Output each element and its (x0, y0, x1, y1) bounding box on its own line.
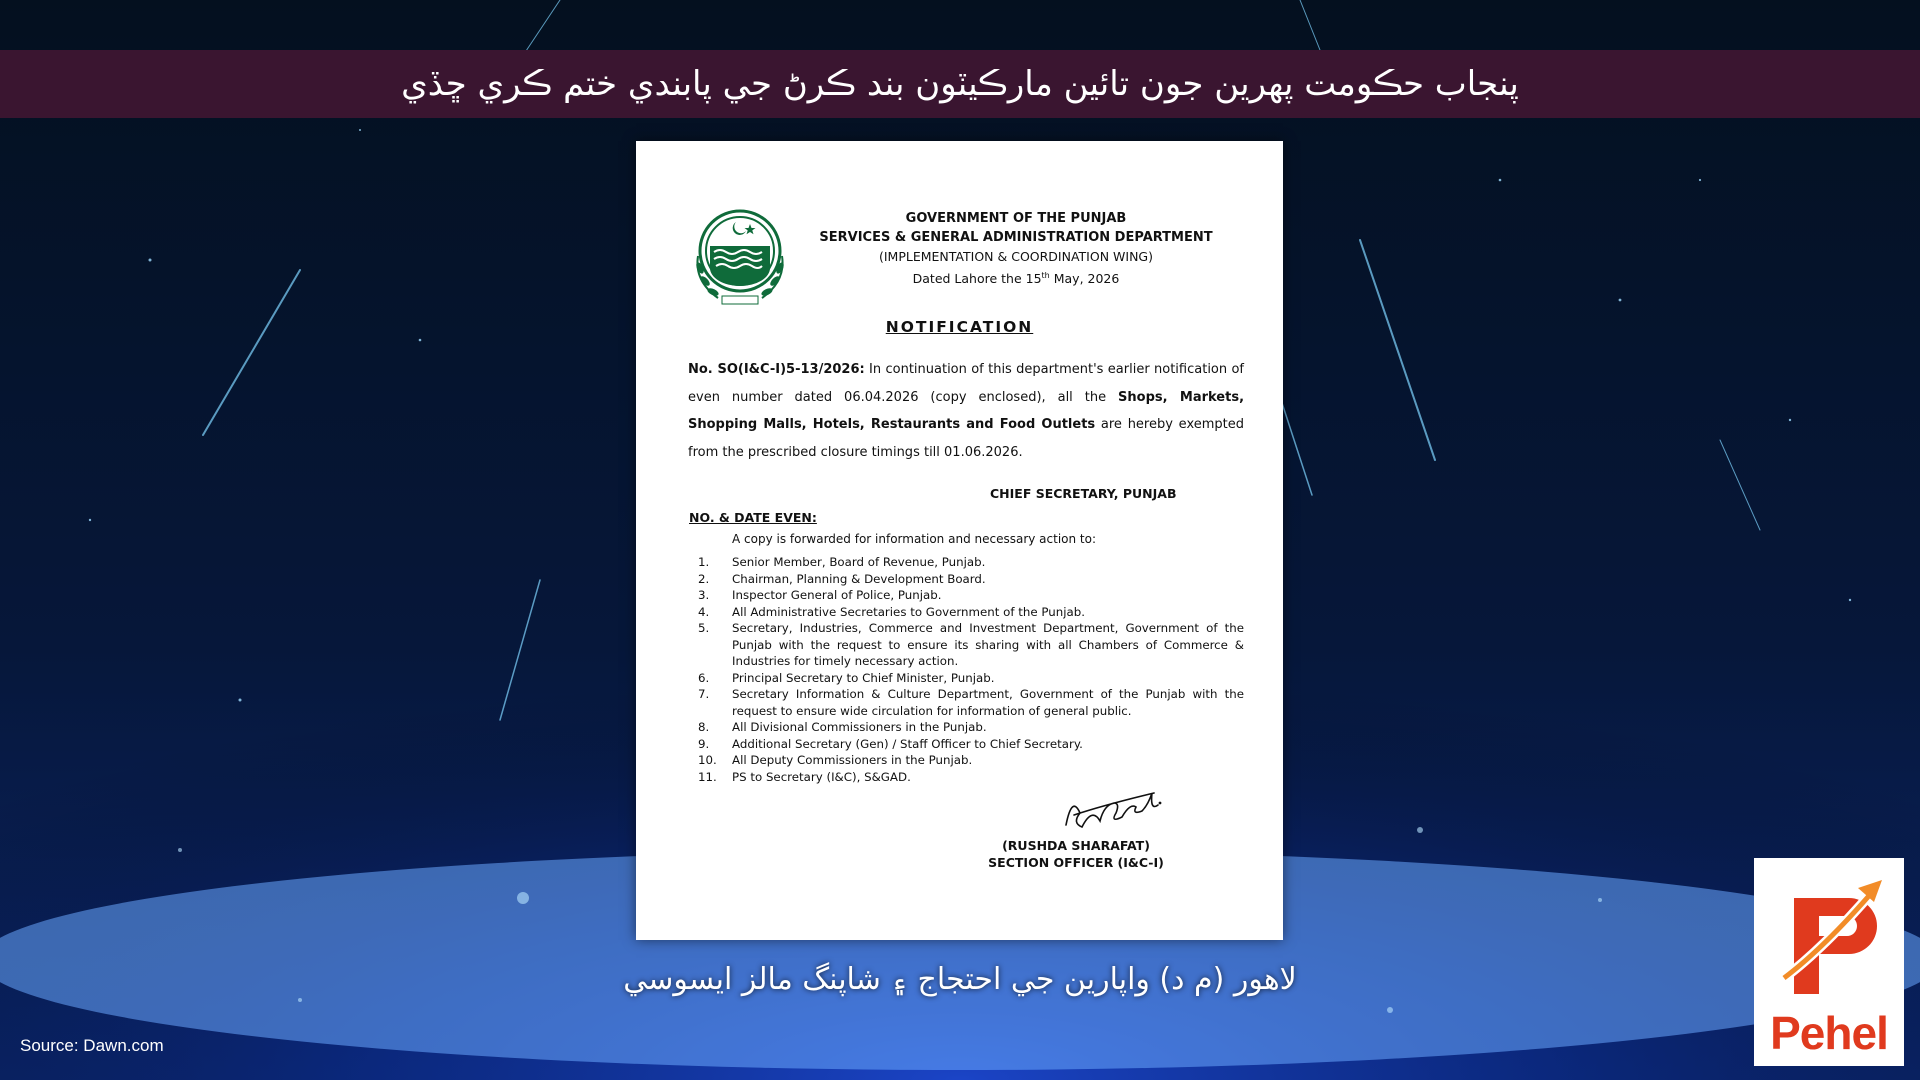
punjab-emblem-icon (680, 196, 800, 316)
letterhead-date: Dated Lahore the 15th May, 2026 (912, 271, 1120, 287)
subtitle-caption: لاهور (م د) واپارين جي احتجاج ۽ شاپنگ مالز ايسوسي (623, 962, 1297, 997)
list-item: 1. Senior Member, Board of Revenue, Punjab. (698, 555, 986, 569)
chief-secretary-line: CHIEF SECRETARY, PUNJAB (990, 486, 1177, 501)
source-credit: Source: Dawn.com (20, 1036, 164, 1055)
headline-bar (0, 50, 1920, 118)
no-date-even-heading: NO. & DATE EVEN: (689, 510, 817, 525)
list-item: 2. Chairman, Planning & Development Board. (698, 571, 986, 586)
letterhead-government: GOVERNMENT OF THE PUNJAB (905, 211, 1127, 226)
list-item: 3. Inspector General of Police, Punjab. (698, 588, 942, 602)
handwritten-signature (1056, 785, 1166, 840)
copy-forwarded-line: A copy is forwarded for information and necessary action to: (732, 532, 1097, 546)
notification-document (636, 141, 1283, 940)
letterhead (816, 209, 1216, 288)
signatory-title: SECTION OFFICER (I&C-I) (988, 855, 1164, 870)
headline-text: پنجاب حڪومت پهرين جون تائين مارڪيٽون بند ڪرڻ جي پابندي ختم ڪري ڇڏي (401, 64, 1519, 104)
notification-body: No. SO(I&C-I)5-13/2026: In continuation of this department's earlier notification of even number dated 06.04.2026 (copy enclosed), all the Shops, Markets, Shopping Malls, Hotels, Restaurants and Food Outlets are hereby exempted from the prescribed closure timings till 01.06.2026. (688, 362, 1245, 460)
list-item: 10. All Deputy Commissioners in the Punjab. (698, 753, 973, 767)
list-item: 4. All Administrative Secretaries to Government of the Punjab. (698, 604, 1085, 619)
list-item: 7. Secretary Information & Culture Department, Government of the Punjab with the request to ensure wide circulation for information of general public. (698, 687, 1244, 718)
letterhead-department: SERVICES & GENERAL ADMINISTRATION DEPARTMENT (819, 230, 1213, 245)
notification-title: NOTIFICATION (885, 318, 1034, 336)
list-item: 11. PS to Secretary (I&C), S&GAD. (698, 769, 911, 784)
list-item: 5. Secretary, Industries, Commerce and Investment Department, Government of the Punjab with the request to ensure its sharing with all Chambers of Commerce & Industries for timely necessary action. (698, 621, 1244, 668)
exempted-establishments: Shops, Markets, Shopping Malls, Hotels, Restaurants and Food Outlets (688, 389, 1245, 432)
list-item: 9. Additional Secretary (Gen) / Staff Officer to Chief Secretary. (698, 736, 1083, 751)
distribution-list (688, 554, 1244, 785)
pehel-logo (1754, 858, 1904, 1066)
signatory-name: (RUSHDA SHARAFAT) (1002, 838, 1150, 853)
pehel-p-arrow-icon (1754, 858, 1904, 1008)
reference-number: No. SO(I&C-I)5-13/2026: (688, 362, 865, 377)
signatory-block (956, 837, 1196, 871)
pehel-logo-text: Pehel (1770, 1007, 1888, 1059)
letterhead-wing: (IMPLEMENTATION & COORDINATION WING) (878, 249, 1153, 264)
list-item: 6. Principal Secretary to Chief Minister, Punjab. (698, 670, 995, 685)
list-item: 8. All Divisional Commissioners in the Punjab. (698, 720, 987, 734)
